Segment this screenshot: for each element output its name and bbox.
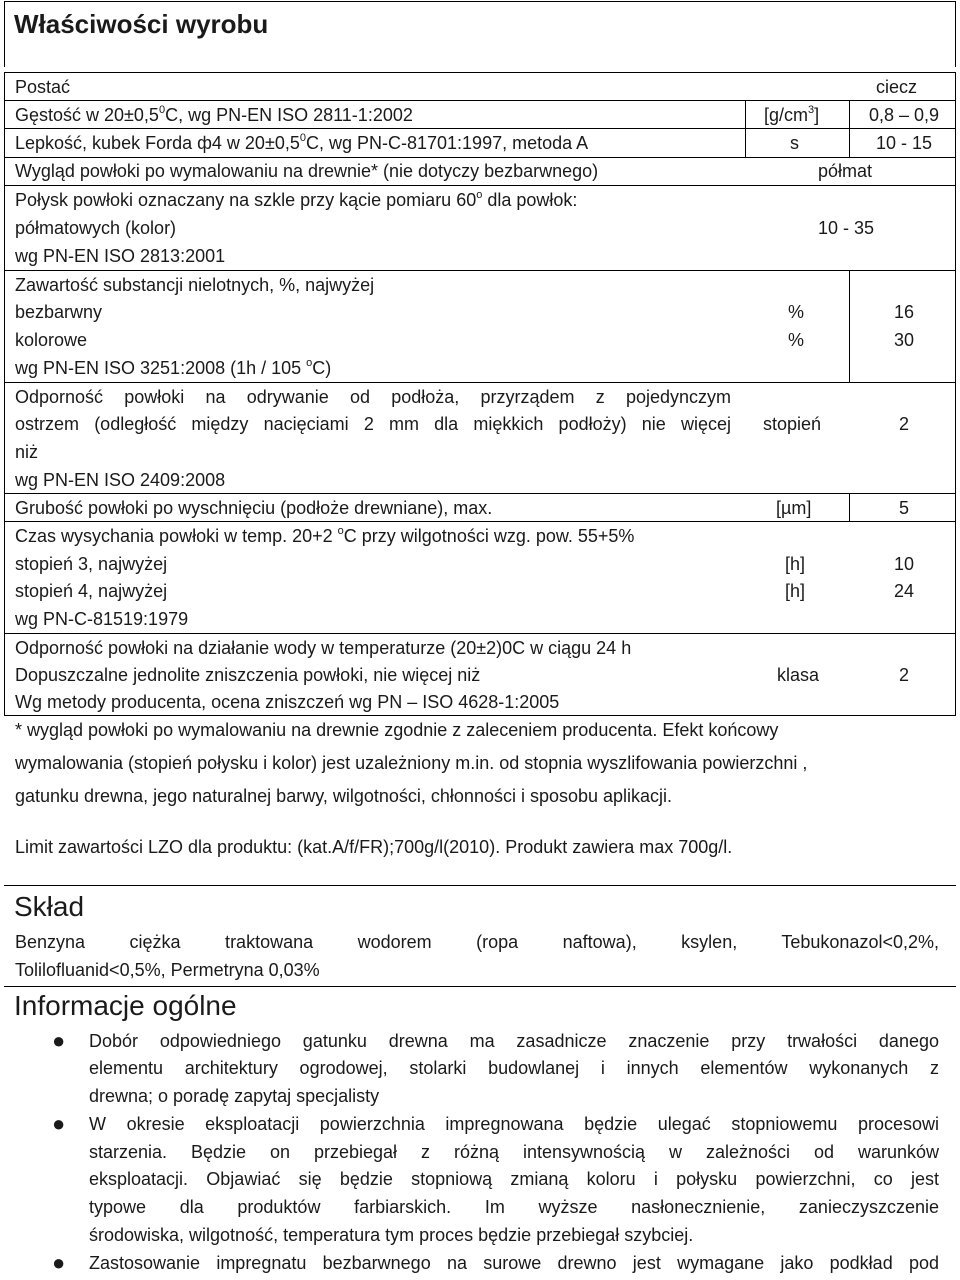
column-separator [849, 493, 850, 521]
bullet1-line1: Dobór odpowiedniego gatunku drewna ma zasadnicze znaczenie przy trwałości danego [89, 1031, 939, 1051]
sklad-line1: Benzyna ciężka traktowana wodorem (ropa naftowa), ksylen, Tebukonazol<0,2%, [15, 932, 939, 952]
bullet2-line2: starzenia. Będzie on przebiegał z różną intensywnością w zależności od warunków [89, 1142, 939, 1162]
footnote-line1: * wygląd powłoki po wymalowaniu na drewnie zgodnie z zaleceniem producenta. Efekt końcowy [15, 720, 779, 740]
bullet1-line2: elementu architektury ogrodowej, stolarki budowlanej i innych elementów wykonanych z [89, 1058, 939, 1078]
section-title-informacje: Informacje ogólne [14, 990, 237, 1021]
odpornosc-line1: Odporność powłoki na odrywanie od podłoża, przyrządem z pojedynczym [15, 387, 731, 407]
odpornosc-line4: wg PN-EN ISO 2409:2008 [15, 470, 226, 490]
footnote-line2: wymalowania (stopień połysku i kolor) jest uzależniony m.in. od stopnia wyszlifowania powierzchni , [15, 753, 808, 773]
woda-line1: Odporność powłoki na działanie wody w temperaturze (20±2)0C w ciągu 24 h [15, 638, 632, 658]
grubosc-unit: [µm] [776, 498, 812, 518]
table-top-border [4, 72, 956, 73]
info-rule [4, 986, 956, 987]
column-separator [745, 100, 746, 157]
section-title-wlasciwosci: Właściwości wyrobu [14, 9, 269, 39]
bullet2-line5: środowiska, wilgotność, temperatura tym proces będzie przebiegał szybciej. [89, 1225, 694, 1245]
polysk-line3: wg PN-EN ISO 2813:2001 [15, 246, 226, 266]
bullet2-line4: typowe dla produktów farbiarskich. Im wyższe nasłonecznienie, zanieczyszczenie [89, 1197, 939, 1217]
bullet2-line1: W okresie eksploatacji powierzchnia impregnowana będzie ulegać stopniowemu procesowi [89, 1114, 939, 1134]
grubosc-value: 5 [898, 498, 909, 518]
czas-value-1: 10 [893, 554, 915, 574]
zawartosc-line1: Zawartość substancji nielotnych, %, najwyżej [15, 275, 375, 295]
postac-value: ciecz [876, 77, 918, 97]
zawartosc-unit-1: % [788, 302, 805, 322]
lepkosc-unit: s [790, 133, 799, 153]
zawartosc-line4: wg PN-EN ISO 3251:2008 (1h / 105 $^o$C) [15, 357, 332, 378]
czas-unit-1: [h] [785, 554, 806, 574]
czas-value-2: 24 [893, 581, 915, 601]
odpornosc-value: 2 [898, 414, 909, 434]
czas-line2: stopień 3, najwyżej [15, 554, 168, 574]
zawartosc-value-1: 16 [893, 302, 915, 322]
woda-unit: klasa [777, 665, 820, 685]
lepkosc-value: 10 - 15 [875, 133, 933, 153]
column-separator [849, 270, 850, 382]
odpornosc-line3: niż [15, 442, 39, 462]
czas-line3: stopień 4, najwyżej [15, 581, 168, 601]
czas-line4: wg PN-C-81519:1979 [15, 609, 189, 629]
bullet2-line3: eksploatacji. Objawiać się będzie stopniową zmianą koloru i połysku powierzchni, co jest [89, 1169, 939, 1189]
zawartosc-unit-2: % [788, 330, 805, 350]
wyglad-label: Wygląd powłoki po wymalowaniu na drewnie* (nie dotyczy bezbarwnego) [15, 161, 599, 181]
bullet1-line3: drewna; o poradę zapytaj specjalisty [89, 1086, 380, 1106]
table-left-border [4, 72, 5, 715]
sklad-rule [4, 885, 956, 886]
polysk-value: 10 - 35 [818, 218, 875, 238]
gestosc-label: Gęstość w $20\pm 0,5^0C$, wg PN-EN ISO 2811-1:2002 [15, 104, 413, 125]
odpornosc-line2: ostrzem (odległość między nacięciami 2 mm dla miękkich podłoży) nie więcej [15, 414, 731, 434]
table-right-border [955, 72, 956, 715]
footnote-line3: gatunku drewna, jego naturalnej barwy, wilgotności, chłonności i sposobu aplikacji. [15, 786, 673, 806]
section-title-sklad: Skład [14, 891, 85, 922]
zawartosc-value-2: 30 [893, 330, 915, 350]
bullet-icon: ● [52, 1111, 66, 1136]
polysk-line1: Połysk powłoki oznaczany na szkle przy kącie pomiaru 60$^o$ dla powłok: [15, 189, 578, 210]
bullet-icon: ● [52, 1028, 66, 1053]
grubosc-label: Grubość powłoki po wyschnięciu (podłoże drewniane), max. [15, 498, 493, 518]
gestosc-value: 0,8 – 0,9 [868, 105, 940, 125]
czas-unit-2: [h] [785, 581, 806, 601]
woda-value: 2 [898, 665, 909, 685]
sklad-line2: Tolilofluanid<0,5%, Permetryna 0,03% [15, 960, 320, 980]
czas-line1: Czas wysychania powłoki w temp. 20+2 $^o$C przy wilgotności wzg. pow. 55+5% [15, 525, 635, 546]
woda-line3: Wg metody producenta, ocena zniszczeń wg PN – ISO 4628-1:2005 [15, 692, 560, 712]
wyglad-value: półmat [818, 161, 873, 181]
polysk-line2: półmatowych (kolor) [15, 218, 177, 238]
postac-label: Postać [15, 77, 71, 97]
odpornosc-unit: stopień [763, 414, 822, 434]
lepkosc-label: Lepkość, kubek Forda ф4 w $20\pm 0,5^0C$, wg PN-C-81701:1997, metoda A [15, 132, 589, 153]
woda-line2: Dopuszczalne jednolite zniszczenia powłoki, nie więcej niż [15, 665, 481, 685]
bullet-icon: ● [52, 1250, 66, 1275]
limit-lzo-text: Limit zawartości LZO dla produktu: (kat.A/f/FR);700g/l(2010). Produkt zawiera max 700g/l. [15, 837, 733, 857]
column-separator [849, 100, 850, 157]
zawartosc-line2: bezbarwny [15, 302, 103, 322]
zawartosc-line3: kolorowe [15, 330, 88, 350]
bullet3-line1: Zastosowanie impregnatu bezbarwnego na surowe drewno jest wymagane jako podkład pod [89, 1253, 939, 1273]
gestosc-unit: $[g/cm^3]$ [764, 104, 820, 125]
